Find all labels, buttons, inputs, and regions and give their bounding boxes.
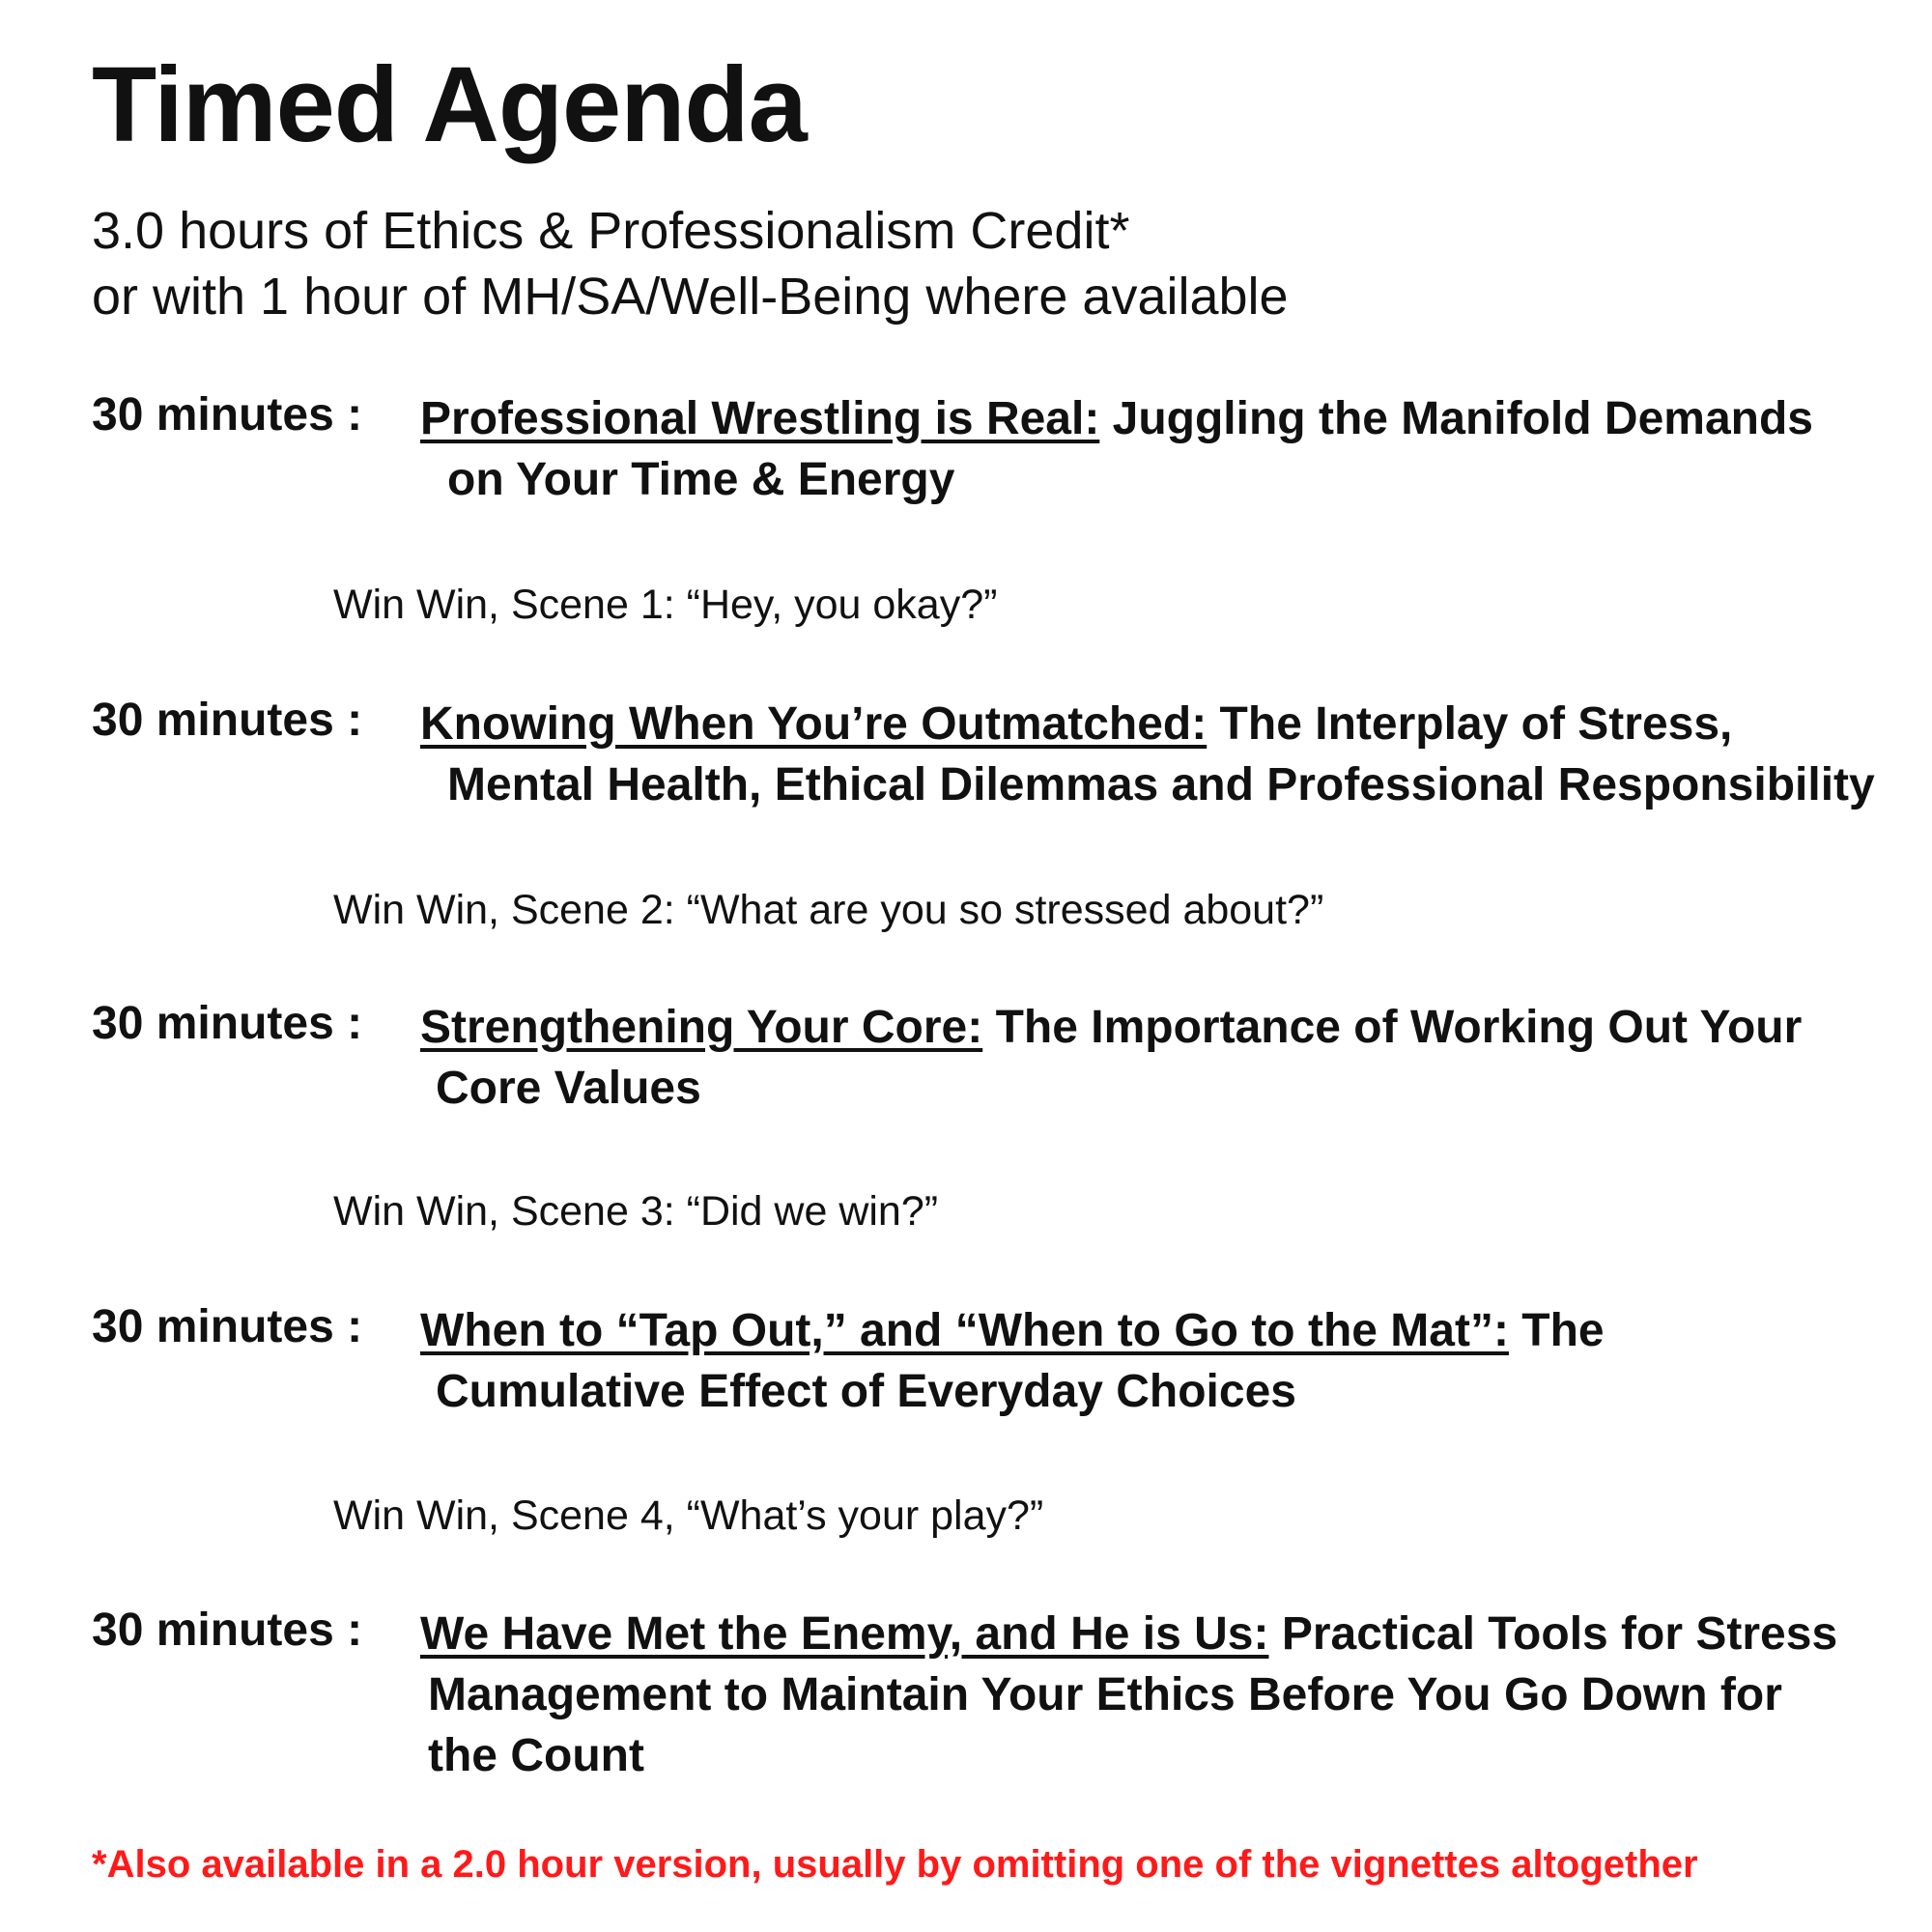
session-heading: Knowing When You’re Outmatched: [420,698,1208,750]
page-title: Timed Agenda [92,45,807,164]
session-subheading: Juggling the Manifold Demands [1099,393,1813,444]
session-subheading: The [1508,1305,1605,1356]
duration-label: 30 minutes : [92,1605,363,1656]
scene-label-2: Win Win, Scene 2: “What are you so stressed about?” [333,887,1324,933]
session-title [420,388,1927,510]
session-subheading-continued: Mental Health, Ethical Dilemmas and Professional Responsibility [447,759,1875,810]
credit-line: 3.0 hours of Ethics & Professionalism Credit* [92,202,1130,260]
session-title [420,1300,1927,1422]
duration-label: 30 minutes : [92,998,363,1049]
scene-label-1: Win Win, Scene 1: “Hey, you okay?” [333,582,998,628]
session-subheading-continued: Management to Maintain Your Ethics Before You Go Down for [428,1669,1782,1720]
session-subheading-continued: on Your Time & Energy [447,454,955,505]
duration-label: 30 minutes : [92,695,363,746]
scene-label-4: Win Win, Scene 4, “What’s your play?” [333,1492,1044,1539]
session-heading: We Have Met the Enemy, and He is Us: [420,1608,1269,1660]
credit-subtitle [92,198,1289,329]
session-heading: Strengthening Your Core: [420,1002,983,1053]
session-subheading-continued: the Count [428,1730,644,1781]
session-heading: When to “Tap Out,” and “When to Go to the Mat”: [420,1305,1509,1356]
session-subheading-continued: Core Values [436,1063,701,1114]
scene-label-3: Win Win, Scene 3: “Did we win?” [333,1188,939,1235]
session-subheading: Practical Tools for Stress [1268,1608,1838,1660]
session-heading: Professional Wrestling is Real: [420,393,1100,444]
duration-label: 30 minutes : [92,1301,363,1352]
session-subheading: The Interplay of Stress, [1207,698,1733,750]
session-subheading: The Importance of Working Out Your [982,1002,1803,1053]
session-title [420,997,1927,1119]
duration-label: 30 minutes : [92,389,363,440]
footnote: *Also available in a 2.0 hour version, usually by omitting one of the vignettes altogether [92,1843,1698,1886]
wellbeing-line: or with 1 hour of MH/SA/Well-Being where available [92,268,1289,326]
session-title [420,694,1927,815]
session-title [420,1604,1927,1786]
session-subheading-continued: Cumulative Effect of Everyday Choices [436,1366,1296,1417]
